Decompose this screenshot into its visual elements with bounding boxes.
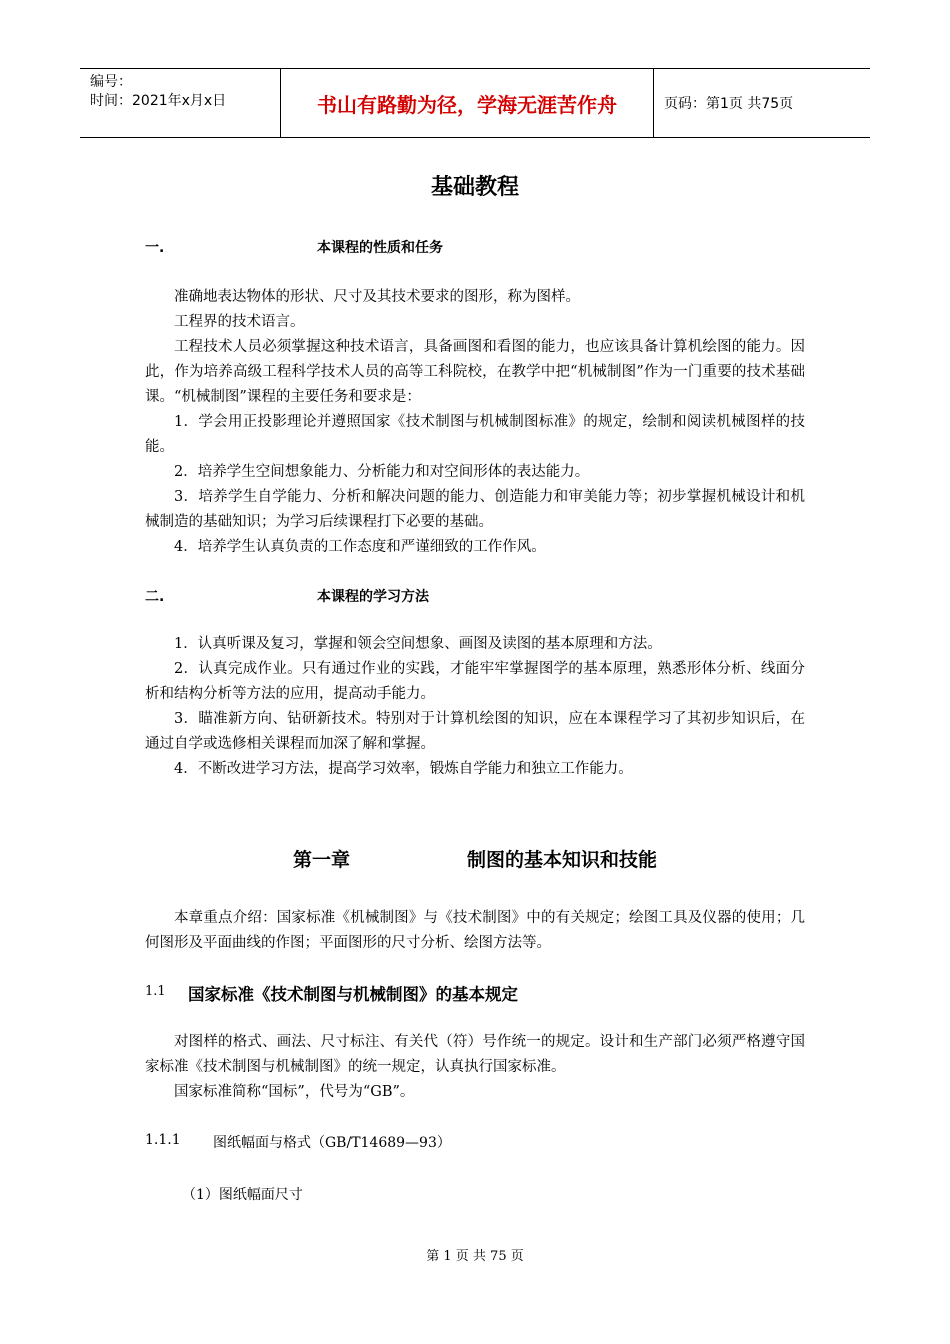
paragraph: 3．瞄准新方向、钻研新技术。特别对于计算机绘图的知识，应在本课程学习了其初步知识后，在通过自学或选修相关课程而加深了解和掌握。 xyxy=(145,711,805,752)
paragraph: 3．培养学生自学能力、分析和解决问题的能力、创造能力和审美能力等；初步掌握机械设计和机械制造的基础知识；为学习后续课程打下必要的基础。 xyxy=(145,489,805,530)
header-page-cell xyxy=(654,69,870,137)
page-info: 页码：第1页 共75页 xyxy=(664,96,794,112)
paragraph: 1．学会用正投影理论并遵照国家《技术制图与机械制图标准》的规定，绘制和阅读机械图样的技能。 xyxy=(145,414,805,455)
subsection-1-1-heading xyxy=(145,984,518,1004)
list-item: （1）图纸幅面尺寸 xyxy=(182,1187,303,1203)
chapter-number: 第一章 xyxy=(293,849,351,871)
paragraph: 2．培养学生空间想象能力、分析能力和对空间形体的表达能力。 xyxy=(174,464,590,480)
paragraph: 国家标准简称“国标”，代号为“GB”。 xyxy=(174,1084,415,1100)
paragraph: 4．培养学生认真负责的工作态度和严谨细致的工作作风。 xyxy=(174,539,546,555)
date-label: 时间：2021年x月x日 xyxy=(90,93,227,109)
page-footer: 第 1 页 共 75 页 xyxy=(426,1249,524,1264)
motto-text: 书山有路勤为径，学海无涯苦作舟 xyxy=(317,92,617,117)
paragraph: 2．认真完成作业。只有通过作业的实践，才能牢牢掌握图学的基本原理，熟悉形体分析、线面分析和结构分析等方法的应用，提高动手能力。 xyxy=(145,661,805,702)
paragraph: 准确地表达物体的形状、尺寸及其技术要求的图形，称为图样。 xyxy=(174,289,580,305)
paragraph: 1．认真听课及复习，掌握和领会空间想象、画图及读图的基本原理和方法。 xyxy=(174,636,662,652)
document-title: 基础教程 xyxy=(430,175,519,200)
header-left-cell xyxy=(80,69,281,137)
paragraph: 对图样的格式、画法、尺寸标注、有关代（符）号作统一的规定。设计和生产部门必须严格遵守国家标准《技术制图与机械制图》的统一规定，认真执行国家标准。 xyxy=(145,1034,805,1075)
subsection-1-1-number: 1.1 xyxy=(145,984,166,999)
section1-number: 一. xyxy=(145,240,165,256)
section2-title: 本课程的学习方法 xyxy=(317,589,429,605)
subsection-1-1-title: 国家标准《技术制图与机械制图》的基本规定 xyxy=(188,985,518,1004)
subsection-1-1-1-number: 1.1.1 xyxy=(145,1132,181,1148)
subsection-1-1-1-heading xyxy=(145,1132,451,1151)
section1-title: 本课程的性质和任务 xyxy=(317,240,443,256)
number-label: 编号： xyxy=(90,74,132,90)
paragraph: 工程技术人员必须掌握这种技术语言，具备画图和看图的能力，也应该具备计算机绘图的能力。因此，作为培养高级工程科学技术人员的高等工科院校，在教学中把“机械制图”作为一门重要的技术基础课。“机械制图”课程的主要任务和要求是： xyxy=(145,339,805,405)
subsection-1-1-1-title: 图纸幅面与格式（GB/T14689—93） xyxy=(213,1135,451,1151)
header-table xyxy=(80,68,870,138)
chapter-intro: 本章重点介绍：国家标准《机械制图》与《技术制图》中的有关规定；绘图工具及仪器的使用；几何图形及平面曲线的作图；平面图形的尺寸分析、绘图方法等。 xyxy=(145,910,805,951)
paragraph: 工程界的技术语言。 xyxy=(174,314,305,330)
section2-number: 二. xyxy=(145,589,165,605)
header-motto-cell xyxy=(281,69,654,137)
chapter-title: 制图的基本知识和技能 xyxy=(467,849,658,871)
paragraph: 4．不断改进学习方法，提高学习效率，锻炼自学能力和独立工作能力。 xyxy=(174,761,633,777)
